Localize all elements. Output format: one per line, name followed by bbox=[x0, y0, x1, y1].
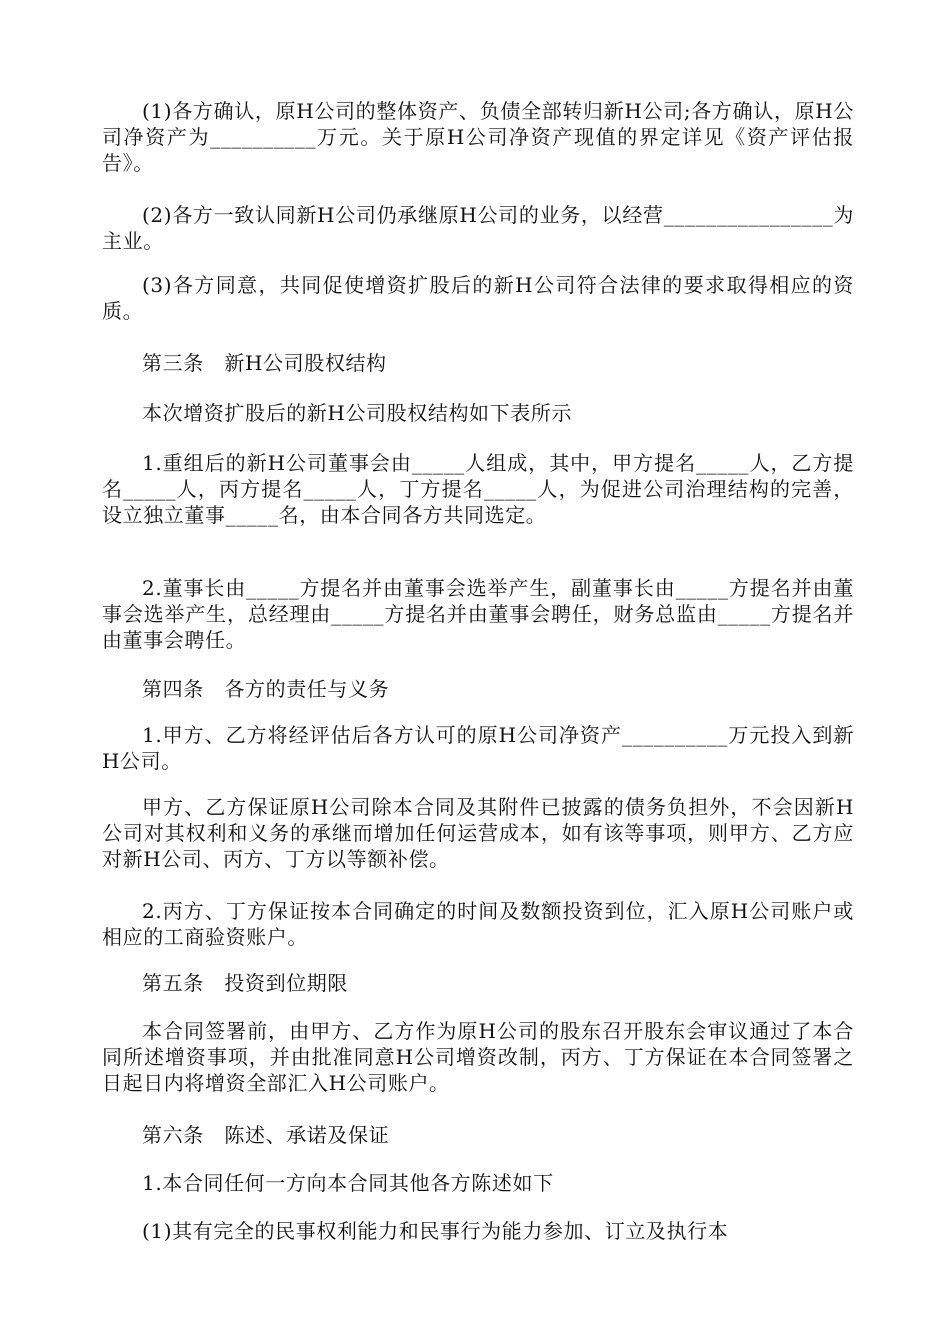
paragraph-investment-deadline: 本合同签署前，由甲方、乙方作为原H公司的股东召开股东会审议通过了本合同所述增资事项，并由批准同意H公司增资改制，丙方、丁方保证在本合同签署之日起日内将增资全部汇入H公司账户。 bbox=[102, 1019, 854, 1095]
paragraph-representations: 1.本合同任何一方向本合同其他各方陈述如下 bbox=[142, 1171, 554, 1195]
paragraph-debt-guarantee: 甲方、乙方保证原H公司除本合同及其附件已披露的债务负担外，不会因新H公司对其权利和义务的承继而增加任何运营成本，如有该等事项，则甲方、乙方应对新H公司、丙方、丁方以等额补偿。 bbox=[102, 795, 854, 871]
heading-article-5: 第五条 投资到位期限 bbox=[142, 971, 348, 995]
paragraph-asset-confirmation: (1)各方确认，原H公司的整体资产、负债全部转归新H公司;各方确认，原H公司净资产为__________万元。关于原H公司净资产现值的界定详见《资产评估报告》。 bbox=[102, 99, 854, 175]
paragraph-equity-structure: 本次增资扩股后的新H公司股权结构如下表所示 bbox=[142, 401, 573, 425]
paragraph-business-scope: (2)各方一致认同新H公司仍承继原H公司的业务，以经营________________为主业。 bbox=[102, 203, 854, 253]
paragraph-net-asset-input: 1.甲方、乙方将经评估后各方认可的原H公司净资产__________万元投入到新H公司。 bbox=[102, 723, 854, 773]
heading-article-4: 第四条 各方的责任与义务 bbox=[142, 677, 390, 701]
paragraph-capacity: (1)其有完全的民事权利能力和民事行为能力参加、订立及执行本 bbox=[142, 1219, 729, 1243]
paragraph-investment-payment: 2.丙方、丁方保证按本合同确定的时间及数额投资到位，汇入原H公司账户或相应的工商验资账户。 bbox=[102, 899, 854, 949]
heading-article-3: 第三条 新H公司股权结构 bbox=[142, 351, 387, 375]
heading-article-6: 第六条 陈述、承诺及保证 bbox=[142, 1123, 390, 1147]
paragraph-qualifications: (3)各方同意，共同促使增资扩股后的新H公司符合法律的要求取得相应的资质。 bbox=[102, 273, 854, 323]
paragraph-officer-nomination: 2.董事长由_____方提名并由董事会选举产生，副董事长由_____方提名并由董事会选举产生，总经理由_____方提名并由董事会聘任，财务总监由_____方提名并由董事会聘任。 bbox=[102, 576, 854, 652]
paragraph-board-composition: 1.重组后的新H公司董事会由_____人组成，其中，甲方提名_____人，乙方提名_____人，丙方提名_____人，丁方提名_____人，为促进公司治理结构的完善，设立独立董事_____名，由本合同各方共同选定。 bbox=[102, 451, 854, 527]
